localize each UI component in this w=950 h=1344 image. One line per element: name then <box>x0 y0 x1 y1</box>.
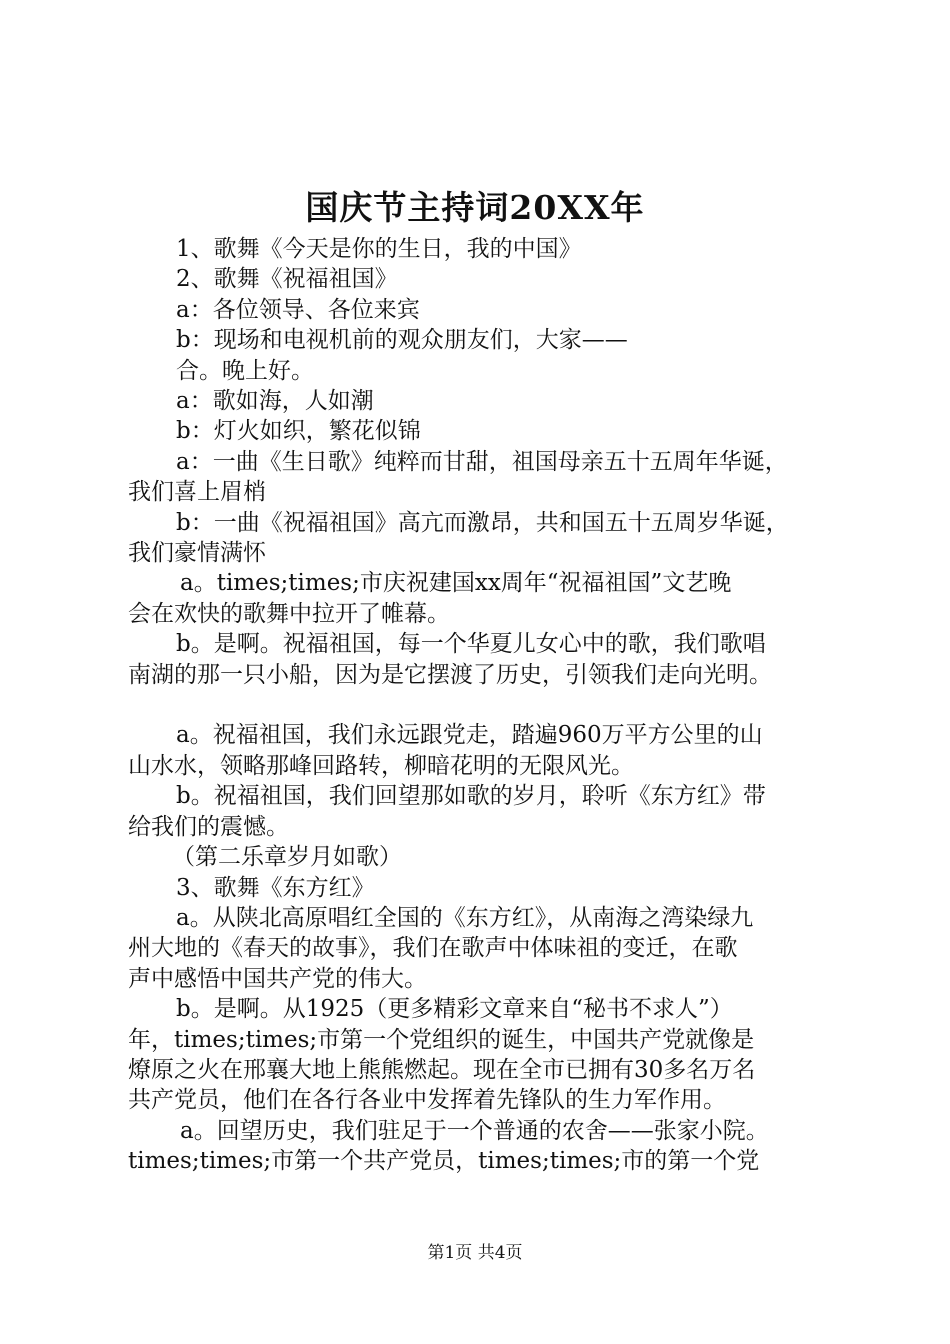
body-line: 给我们的震憾。 <box>128 813 289 840</box>
body-line: 我们喜上眉梢 <box>128 479 266 506</box>
body-line: b。是啊。从1925（更多精彩文章来自“秘书不求人”） <box>176 996 733 1023</box>
body-line: b。祝福祖国，我们回望那如歌的岁月，聆听《东方红》带 <box>176 783 766 810</box>
body-line: 燎原之火在邢襄大地上熊熊燃起。现在全市已拥有30多名万名 <box>128 1056 756 1083</box>
document-body <box>128 234 848 1177</box>
body-line: 南湖的那一只小船，因为是它摆渡了历史，引领我们走向光明。 <box>128 661 772 688</box>
body-line: a。times;times;市庆祝建国xx周年“祝福祖国”文艺晚 <box>180 570 732 597</box>
body-line: a。回望历史，我们驻足于一个普通的农舍——张家小院。 <box>180 1117 769 1144</box>
body-line: 合。晚上好。 <box>176 357 314 384</box>
body-line: b：现场和电视机前的观众朋友们，大家—— <box>176 327 628 354</box>
body-line: times;times;市第一个共产党员，times;times;市的第一个党 <box>128 1148 760 1175</box>
body-line: 我们豪情满怀 <box>128 540 266 567</box>
body-line: a：歌如海，人如潮 <box>176 388 374 415</box>
body-line: 3、歌舞《东方红》 <box>176 874 375 901</box>
body-line: b。是啊。祝福祖国，每一个华夏儿女心中的歌，我们歌唱 <box>176 631 766 658</box>
body-line: 年，times;times;市第一个党组织的诞生，中国共产党就像是 <box>128 1026 755 1053</box>
body-line: a：一曲《生日歌》纯粹而甘甜，祖国母亲五十五周年华诞， <box>176 448 788 475</box>
body-line: （第二乐章岁月如歌） <box>172 844 402 871</box>
body-line: 州大地的《春天的故事》，我们在歌声中体味祖的变迁，在歌 <box>128 935 738 962</box>
page-footer: 第1页 共4页 <box>427 1243 523 1263</box>
body-line: 2、歌舞《祝福祖国》 <box>176 266 398 293</box>
body-line: b：一曲《祝福祖国》高亢而激昂，共和国五十五周岁华诞， <box>176 509 789 536</box>
body-line: 声中感悟中国共产党的伟大。 <box>128 965 427 992</box>
document-title: 国庆节主持词20XX年 <box>305 188 645 227</box>
body-line: 会在欢快的歌舞中拉开了帷幕。 <box>128 600 450 627</box>
body-line: a。祝福祖国，我们永远跟党走，踏遍960万平方公里的山 <box>176 722 763 749</box>
body-line: a：各位领导、各位来宾 <box>176 296 420 323</box>
body-line: 共产党员，他们在各行各业中发挥着先锋队的生力军作用。 <box>128 1087 726 1114</box>
body-line: a。从陕北高原唱红全国的《东方红》，从南海之湾染绿九 <box>176 904 754 931</box>
body-line: b：灯火如织，繁花似锦 <box>176 418 421 445</box>
body-line: 山水水，领略那峰回路转，柳暗花明的无限风光。 <box>128 752 634 779</box>
body-line: 1、歌舞《今天是你的生日，我的中国》 <box>176 236 582 262</box>
blank-line <box>128 690 848 720</box>
